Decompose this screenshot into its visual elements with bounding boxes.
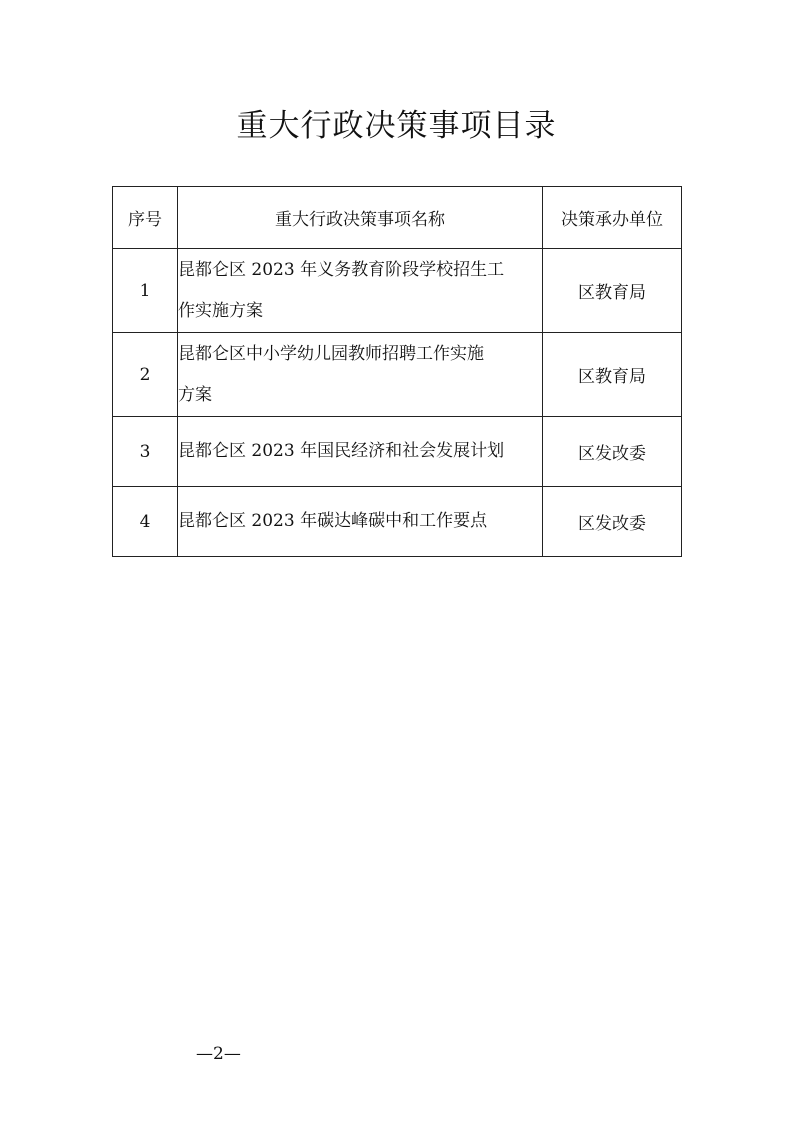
row-serial-number: 2 [113,333,178,417]
row-item-name [178,417,543,487]
row-serial-number: 4 [113,487,178,557]
row-serial-number: 1 [113,249,178,333]
row-responsible-unit: 区发改委 [543,417,682,487]
row-item-name [178,487,543,557]
header-item-name: 重大行政决策事项名称 [178,187,543,249]
table-row [113,487,682,557]
item-name-line: 昆都仑区 2023 年国民经济和社会发展计划 [178,441,505,461]
row-responsible-unit: 区教育局 [543,333,682,417]
row-item-name [178,249,543,333]
header-responsible-unit: 决策承办单位 [543,187,682,249]
table-row [113,417,682,487]
row-item-name [178,333,543,417]
row-responsible-unit: 区发改委 [543,487,682,557]
table-row [113,333,682,417]
item-name-line: 方案 [178,384,212,405]
item-name-line: 昆都仑区 2023 年碳达峰碳中和工作要点 [178,511,488,531]
decision-catalog-table [112,186,682,557]
item-name-line: 作实施方案 [178,300,263,321]
item-name-line: 昆都仑区 2023 年义务教育阶段学校招生工 [178,259,505,280]
document-title: 重大行政决策事项目录 [236,108,557,144]
row-serial-number: 3 [113,417,178,487]
table-row [113,249,682,333]
header-serial-number: 序号 [113,187,178,249]
table-header-row [113,187,682,249]
item-name-line: 昆都仑区中小学幼儿园教师招聘工作实施 [178,343,484,364]
page-number: —2— [196,1044,241,1064]
row-responsible-unit: 区教育局 [543,249,682,333]
